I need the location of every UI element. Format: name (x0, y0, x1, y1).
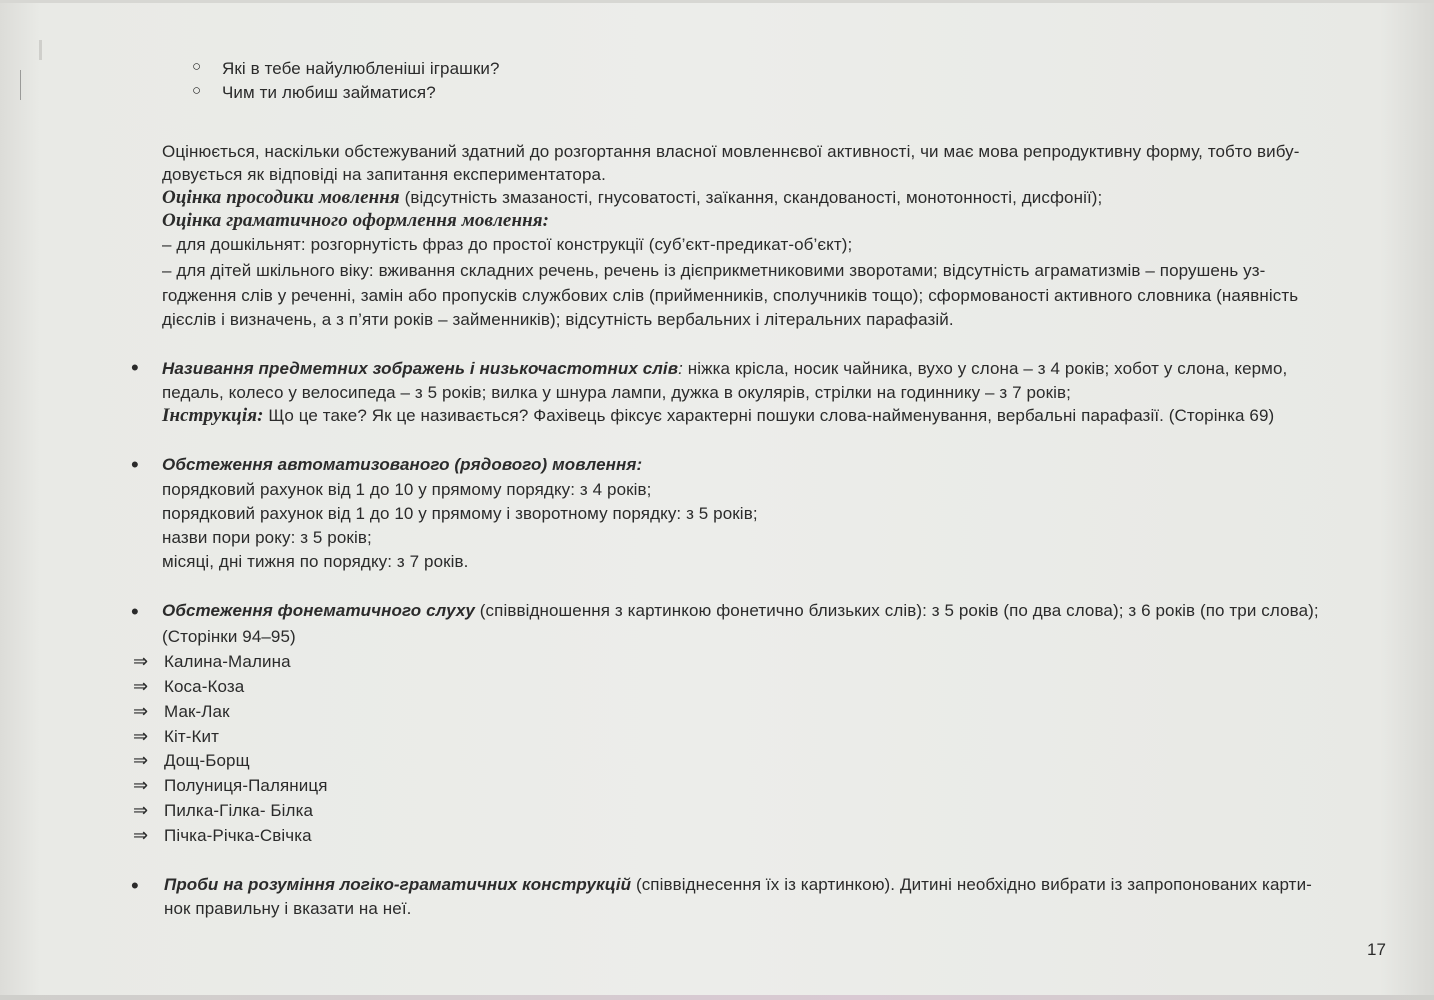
arrow-right-icon: ⇒ (133, 775, 149, 796)
naming-colon: : (678, 359, 683, 378)
logic-heading: Проби на розуміння логіко-граматичних конструкцій (164, 875, 632, 894)
phonemic-line-1 (162, 599, 1319, 623)
word-pair: Пічка-Річка-Свічка (164, 826, 312, 845)
instruction-label: Інструкція: (162, 405, 264, 426)
phonemic-heading: Обстеження фонематичного слуху (162, 601, 475, 620)
page-top-edge (0, 0, 1434, 3)
circle-bullet-icon: ○ (192, 82, 202, 99)
naming-instruction-line (162, 404, 1274, 428)
arrow-right-icon: ⇒ (133, 676, 149, 697)
bullet-icon: • (131, 873, 139, 898)
paragraph-line-1: Оцінюється, наскільки обстежуваний здатний до розгортання власної мовленнєвої активності, чи має мова репродуктивну форму, тобто вибу- (162, 142, 1300, 161)
arrow-right-icon: ⇒ (133, 825, 149, 846)
naming-heading: Називання предметних зображень і низькочастотних слів (162, 359, 679, 378)
logic-line-1 (164, 873, 1312, 897)
logic-text: (співвіднесення їх із картинкою). Дитині необхідно вибрати із запропонованих карти- (631, 875, 1312, 894)
phonemic-pages: (Сторінки 94–95) (162, 627, 296, 646)
automated-item: порядковий рахунок від 1 до 10 у прямому і зворотному порядку: з 5 років; (162, 504, 758, 523)
grammar-school-line-1: – для дітей шкільного віку: вживання складних речень, речень із дієприкметниковими зворотами; відсутність аграматизмів – порушень уз- (162, 261, 1266, 280)
arrow-right-icon: ⇒ (133, 800, 149, 821)
word-pair: Полуниця-Паляниця (164, 776, 328, 795)
arrow-right-icon: ⇒ (133, 701, 149, 722)
prosody-line (162, 186, 1102, 210)
grammar-preschool: – для дошкільнят: розгорнутість фраз до простої конструкції (суб’єкт-предикат-об’єкт); (162, 235, 853, 254)
arrow-right-icon: ⇒ (133, 750, 149, 771)
word-pair: Коса-Коза (164, 677, 245, 696)
arrow-right-icon: ⇒ (133, 726, 149, 747)
question-2: Чим ти любиш займатися? (222, 83, 436, 102)
circle-bullet-icon: ○ (192, 58, 202, 75)
instruction-text: Що це таке? Як це називається? Фахівець фіксує характерні пошуки слова-найменування, вербальні парафазії. (Сторінка 69) (263, 406, 1275, 425)
grammar-school-line-3: дієслів і визначень, а з п’яти років – займенників); відсутність вербальних і літеральних парафазій. (162, 310, 954, 329)
grammar-school-line-2: годження слів у реченні, замін або пропусків службових слів (прийменників, сполучників тощо); сформованості активного словника (наявність (162, 286, 1299, 305)
page-number: 17 (1367, 940, 1386, 959)
word-pair: Дощ-Борщ (164, 751, 250, 770)
grammar-heading: Оцінка граматичного оформлення мовлення: (162, 210, 550, 231)
word-pair: Мак-Лак (164, 702, 230, 721)
binding-tick (39, 40, 42, 60)
naming-line-2: педаль, колесо у велосипеда – з 5 років; вилка у шнура лампи, дужка в окулярів, стрілки на годиннику – з 7 років; (162, 383, 1071, 402)
arrow-right-icon: ⇒ (133, 651, 149, 672)
phonemic-text: (співвідношення з картинкою фонетично близьких слів): з 5 років (по два слова); з 6 років (по три слова); (474, 601, 1319, 620)
binding-mark (20, 70, 21, 100)
prosody-text: (відсутність змазаності, гнусоватості, заїкання, скандованості, монотонності, дисфонії); (399, 188, 1103, 207)
word-pair: Калина-Малина (164, 652, 291, 671)
bullet-icon: • (131, 599, 139, 624)
automated-item: назви пори року: з 5 років; (162, 528, 372, 547)
automated-item: порядковий рахунок від 1 до 10 у прямому порядку: з 4 років; (162, 480, 652, 499)
naming-line-1 (162, 357, 1287, 381)
prosody-heading: Оцінка просодики мовлення (162, 187, 400, 208)
bullet-icon: • (131, 452, 139, 477)
automated-item: місяці, дні тижня по порядку: з 7 років. (162, 552, 469, 571)
page-bottom-edge (0, 995, 1434, 1000)
word-pair: Пилка-Гілка- Білка (164, 801, 314, 820)
grammar-heading-line (162, 209, 549, 233)
question-1: Які в тебе найулюбленіші іграшки? (222, 59, 500, 78)
word-pair: Кіт-Кит (164, 727, 220, 746)
naming-text: ніжка крісла, носик чайника, вухо у слона – з 4 років; хобот у слона, кермо, (682, 359, 1288, 378)
paragraph-line-2: довується як відповіді на запитання експериментатора. (162, 165, 606, 184)
logic-line-2: нок правильну і вказати на неї. (164, 899, 412, 918)
bullet-icon: • (131, 355, 139, 380)
automated-heading: Обстеження автоматизованого (рядового) мовлення: (162, 455, 643, 474)
